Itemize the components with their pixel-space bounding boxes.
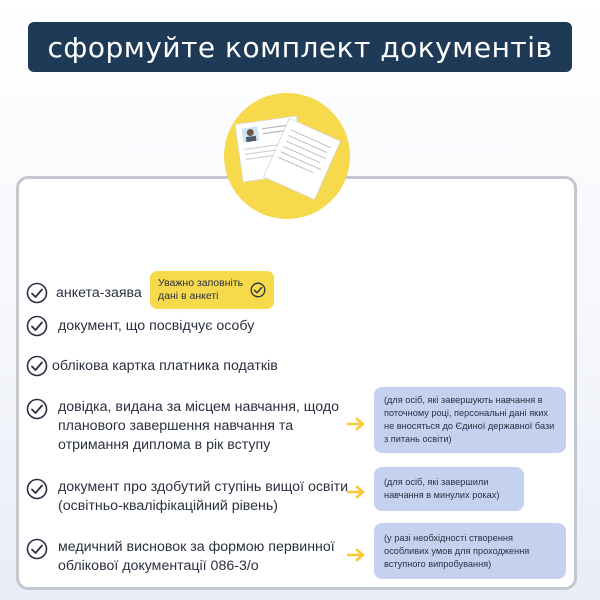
documents-illustration-circle — [224, 93, 350, 219]
list-item-study-certificate — [26, 398, 348, 455]
check-circle-icon — [26, 355, 48, 377]
page-title: сформуйте комплект документів — [47, 30, 553, 64]
check-circle-icon — [26, 478, 48, 500]
info-box-text: (у разі необхідності створення особливих умов для проходження вступного випробування) — [384, 532, 530, 569]
info-box-current-year — [374, 387, 566, 453]
check-circle-icon — [26, 398, 48, 420]
arrow-right-icon — [347, 548, 367, 562]
list-item-label: документ, що посвідчує особу — [58, 318, 255, 334]
arrow-right-icon — [347, 485, 367, 499]
check-circle-icon — [26, 315, 48, 337]
note-text: Уважно заповніть дані в анкеті — [158, 277, 244, 302]
arrow-right-icon — [347, 417, 367, 431]
check-circle-icon — [26, 538, 48, 560]
header-bar — [28, 22, 572, 72]
info-box-past-years — [374, 467, 524, 511]
info-box-special-conditions — [374, 523, 566, 579]
check-circle-icon — [26, 282, 48, 304]
list-item-taxpayer-card — [26, 355, 278, 377]
list-item-label: документ про здобутий ступінь вищої освіти (освітньо-кваліфікаційний рівень) — [58, 479, 349, 514]
list-item-degree-document — [26, 478, 350, 516]
note-badge — [150, 271, 274, 309]
info-box-text: (для осіб, які завершили навчання в минулих роках) — [384, 477, 500, 500]
list-item-application-form — [26, 282, 142, 304]
documents-illustration-icon — [224, 93, 350, 219]
list-item-label: довідка, видана за місцем навчання, щодо планового завершення навчання та отримання диплома в рік вступу — [58, 399, 340, 453]
list-item-label: анкета-заява — [56, 285, 142, 301]
list-item-label: медичний висновок за формою первинної облікової документації 086-3/о — [58, 539, 335, 574]
list-item-identity-document — [26, 315, 254, 337]
list-item-medical-certificate — [26, 538, 350, 576]
list-item-label: облікова картка платника податків — [52, 358, 278, 374]
check-circle-icon — [250, 282, 266, 298]
info-box-text: (для осіб, які завершують навчання в поточному році, персональні дані яких не вносяться до Єдиної державної бази з питань освіти) — [384, 395, 555, 444]
